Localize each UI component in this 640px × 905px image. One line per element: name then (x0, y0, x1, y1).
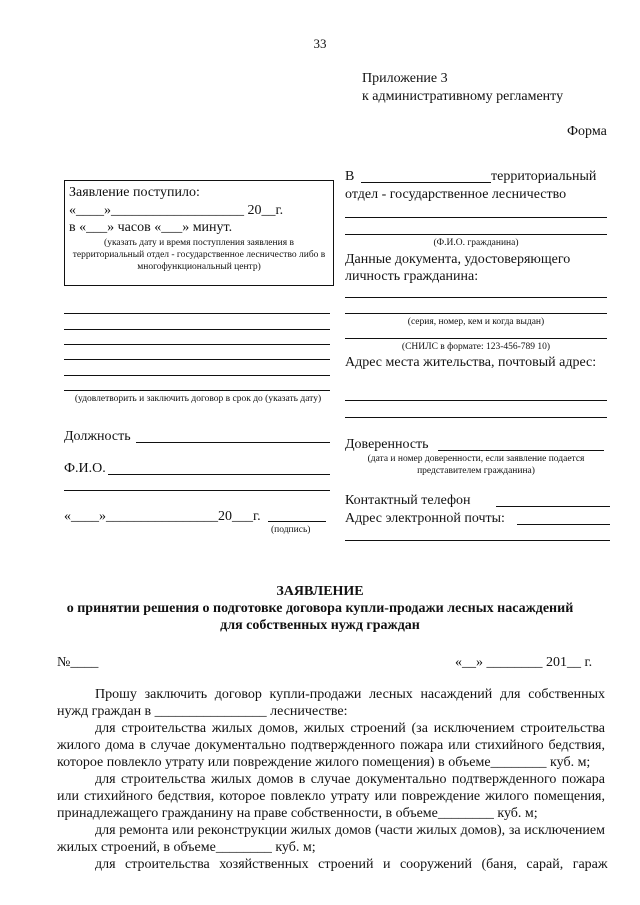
application-date-line: «__» ________ 201__ г. (455, 655, 593, 670)
snils-line (345, 338, 607, 339)
position-field (136, 442, 330, 443)
received-title: Заявление поступило: (69, 185, 200, 200)
received-hint: (указать дату и время поступления заявления в территориальный отдел - государственное лесничество либо в многофункциональный центр) (72, 238, 326, 272)
received-date-line: «____»___________________ 20__г. (69, 203, 284, 218)
phone-field (496, 506, 610, 507)
body-paragraph-4: для ремонта или реконструкции жилых домов (части жилых домов), за исключением жилых строений, в объеме________ куб. м; (57, 823, 605, 855)
poa-label: Доверенность (345, 437, 429, 452)
signature-field (268, 521, 326, 522)
address-line (345, 400, 607, 401)
to-suffix: территориальный (491, 169, 597, 184)
email-field (517, 524, 610, 525)
left-blank-line (64, 390, 330, 391)
email-label: Адрес электронной почты: (345, 511, 505, 526)
left-blank-line (64, 329, 330, 330)
fio-label: Ф.И.О. (64, 461, 106, 476)
id-doc-hint: (серия, номер, кем и когда выдан) (407, 317, 545, 327)
to-field (361, 182, 491, 183)
address-label: Адрес места жительства, почтовый адрес: (345, 355, 597, 370)
fio-citizen-hint: (Ф.И.О. гражданина) (433, 238, 519, 248)
left-date-line: «____»________________20___г. (64, 509, 261, 524)
id-doc-label: Данные документа, удостоверяющего личность гражданина: (345, 252, 571, 284)
fio-citizen-line (345, 234, 607, 235)
snils-hint: (СНИЛС в формате: 123-456-789 10) (401, 342, 551, 352)
appendix-line1: Приложение 3 (362, 71, 448, 86)
appendix-line2: к административному регламенту (362, 89, 564, 104)
left-blank-line (64, 313, 330, 314)
document-subtitle-2: для собственных нужд граждан (220, 618, 420, 633)
body-paragraph-2: для строительства жилых домов, жилых строений (за исключением строительства жилого дома в случае документально подтвержденного пожара или стихийного бедствия, которое повлекло утрату или повреждение жилого помещения) в объеме________ куб. м; (57, 721, 605, 770)
to-line2: отдел - государственное лесничество (345, 187, 567, 202)
page-number: 33 (313, 36, 327, 51)
email-field-2 (345, 540, 610, 541)
decision-hint: (удовлетворить и заключить договор в срок до (указать дату) (74, 394, 322, 404)
id-doc-line (345, 313, 607, 314)
body-paragraph-3: для строительства жилых домов в случае документально подтвержденного пожара или стихийного бедствия, которое повлекло утрату или повреждение жилого помещения, принадлежащего гражданину на праве собственности, в объеме________ куб. м; (57, 772, 605, 821)
fio-field-2 (64, 490, 330, 491)
address-line (345, 417, 607, 418)
poa-hint: (дата и номер доверенности, если заявление подается представителем гражданина) (367, 454, 585, 476)
to-prefix: В (345, 169, 355, 184)
left-blank-line (64, 344, 330, 345)
left-blank-line (64, 375, 330, 376)
body-paragraph-5: для строительства хозяйственных строений и сооружений (баня, сарай, гараж (95, 857, 608, 872)
form-label: Форма (567, 124, 607, 139)
id-doc-line (345, 297, 607, 298)
left-blank-line (64, 359, 330, 360)
received-time-line: в «___» часов «___» минут. (69, 220, 233, 235)
signature-hint: (подпись) (271, 525, 311, 535)
poa-field (438, 450, 604, 451)
fio-field (108, 474, 330, 475)
fio-citizen-line (345, 217, 607, 218)
position-label: Должность (64, 429, 131, 444)
number-line: №____ (57, 655, 99, 670)
body-paragraph-1: Прошу заключить договор купли-продажи лесных насаждений для собственных нужд граждан в ________________ лесничестве: (57, 687, 605, 719)
document-subtitle-1: о принятии решения о подготовке договора купли-продажи лесных насаждений (66, 601, 574, 616)
phone-label: Контактный телефон (345, 493, 471, 508)
document-heading: ЗАЯВЛЕНИЕ (276, 584, 364, 599)
